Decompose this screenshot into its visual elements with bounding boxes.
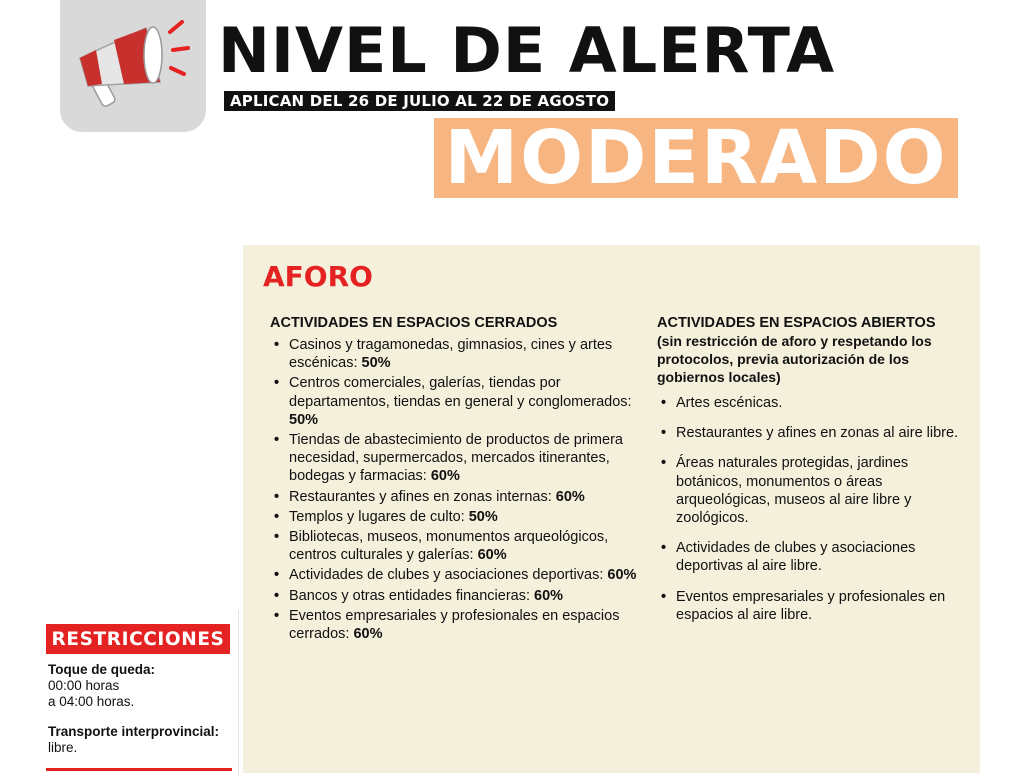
list-item: • Artes escénicas. [657,394,967,412]
list-item: • Restaurantes y afines en zonas al aire libre. [657,424,967,442]
restrictions-title: RESTRICCIONES [46,624,230,654]
closed-spaces-heading: ACTIVIDADES EN ESPACIOS CERRADOS [270,315,558,331]
megaphone-tile [60,0,206,132]
list-item: • Actividades de clubes y asociaciones deportivas al aire libre. [657,539,967,575]
alert-level-badge: MODERADO [434,118,958,198]
aforo-title: AFORO [263,260,373,293]
section-divider [238,610,239,776]
curfew-to: a 04:00 horas. [48,694,135,709]
list-item: • Eventos empresariales y profesionales en espacios cerrados: 60% [270,607,650,643]
restrictions-details [48,662,238,770]
closed-spaces-list [270,336,650,643]
list-item: • Bancos y otras entidades financieras: 60% [270,587,650,605]
list-item: • Bibliotecas, museos, monumentos arqueológicos, centros culturales y galerías: 60% [270,528,650,564]
list-item: • Eventos empresariales y profesionales en espacios al aire libre. [657,588,967,624]
curfew-label: Toque de queda: [48,662,155,677]
open-spaces-column [657,314,967,636]
date-range-banner: APLICAN DEL 26 DE JULIO AL 22 DE AGOSTO [224,91,615,111]
transport-value: libre. [48,740,78,755]
closed-spaces-column [270,314,650,645]
curfew-from: 00:00 horas [48,678,120,693]
list-item: • Restaurantes y afines en zonas internas: 60% [270,488,650,506]
open-spaces-note: (sin restricción de aforo y respetando los protocolos, previa autorización de los gobiernos locales) [657,333,932,385]
list-item: • Actividades de clubes y asociaciones deportivas: 60% [270,566,650,584]
list-item: • Casinos y tragamonedas, gimnasios, cines y artes escénicas: 50% [270,336,650,372]
list-item: • Áreas naturales protegidas, jardines botánicos, monumentos o áreas arqueológicas, museos al aire libre y zoológicos. [657,454,967,527]
page-title: NIVEL DE ALERTA [218,14,836,87]
list-item: • Tiendas de abastecimiento de productos de primera necesidad, supermercados, mercados itinerantes, bodegas y farmacias: 60% [270,431,650,486]
megaphone-icon [74,14,194,114]
red-divider [46,768,232,771]
transport-label: Transporte interprovincial: [48,724,220,739]
open-spaces-list [657,394,967,624]
list-item: • Centros comerciales, galerías, tiendas por departamentos, tiendas en general y conglomerados: 50% [270,374,650,429]
list-item: • Templos y lugares de culto: 50% [270,508,650,526]
open-spaces-heading: ACTIVIDADES EN ESPACIOS ABIERTOS [657,315,936,331]
